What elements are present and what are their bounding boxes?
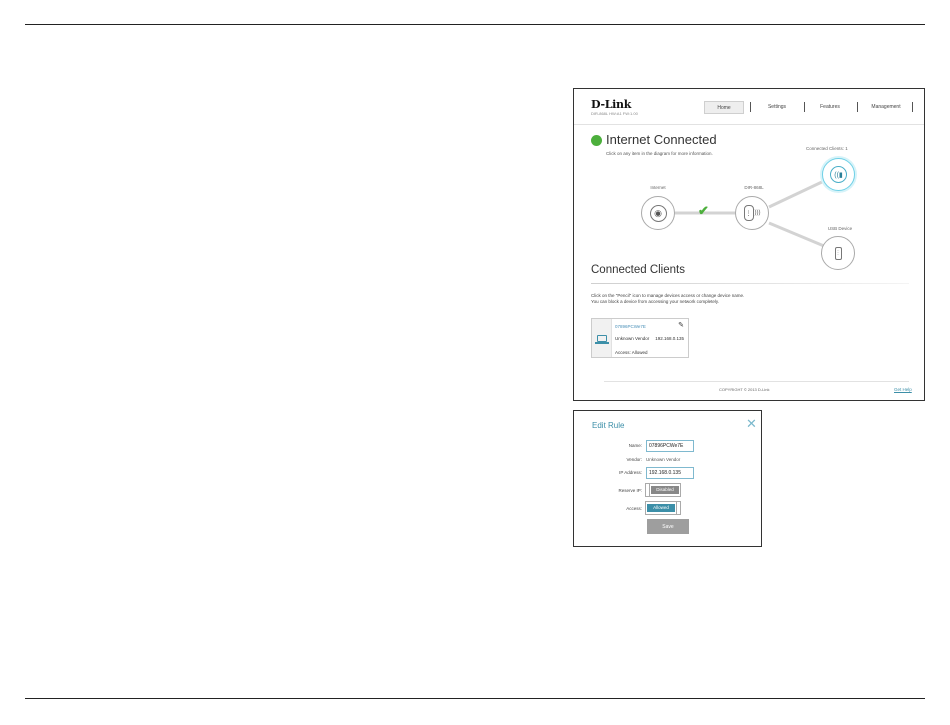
internet-node[interactable] <box>641 196 675 230</box>
client-device-icon: ((▮ <box>830 166 847 183</box>
reserve-ip-toggle[interactable] <box>645 483 681 497</box>
reserve-ip-state: Disabled <box>651 486 679 494</box>
section-divider <box>591 283 909 284</box>
save-button[interactable]: Save <box>647 519 689 534</box>
laptop-icon <box>597 335 607 342</box>
model-info: DIR-868L HW:A1 FW:1.00 <box>591 111 638 116</box>
status-subtitle: Click on any item in the diagram for more information. <box>606 151 713 156</box>
nav-settings[interactable]: Settings <box>767 104 787 110</box>
nav-home[interactable]: Home <box>704 101 744 114</box>
connected-clients-title: Connected Clients <box>591 264 685 276</box>
nav-features[interactable]: Features <box>820 104 840 110</box>
usb-icon: ⋮ <box>835 247 842 260</box>
usb-device-node[interactable] <box>821 236 855 270</box>
name-field[interactable] <box>646 440 694 452</box>
clients-desc-line1: Click on the "Pencil" icon to manage devices access or change device name. <box>591 293 745 298</box>
globe-icon: ◉ <box>650 205 667 222</box>
copyright-text: COPYRIGHT © 2013 D-Link <box>719 387 770 392</box>
client-card <box>591 318 689 358</box>
internet-label: Internet <box>650 185 666 190</box>
reserve-ip-label: Reserve IP: <box>618 488 642 493</box>
ip-address-field[interactable] <box>646 467 694 479</box>
network-diagram-lines <box>574 89 924 269</box>
clients-desc-line2: You can block a device from accessing your network completely. <box>591 299 720 304</box>
status-title: Internet Connected <box>606 132 717 147</box>
router-node[interactable] <box>735 196 769 230</box>
vendor-label: Vendor: <box>626 457 642 462</box>
client-vendor: Unknown Vendor <box>615 336 650 341</box>
access-toggle[interactable] <box>645 501 681 515</box>
client-card-icon-area <box>592 319 612 357</box>
pencil-icon[interactable]: ✎ <box>678 322 684 329</box>
dlink-logo: D-Link <box>591 98 632 111</box>
connected-check-icon: ✔ <box>698 203 709 218</box>
client-access: Access: Allowed <box>615 350 648 355</box>
home-screenshot <box>573 88 925 401</box>
router-icon: ⋮ <box>744 205 754 221</box>
page-bottom-rule <box>25 698 925 699</box>
wifi-icon: ))) <box>754 210 761 216</box>
client-name: 07896PCWe7E <box>615 324 646 329</box>
name-label: Name: <box>628 443 642 448</box>
toggle-knob <box>646 484 650 496</box>
page-top-rule <box>25 24 925 25</box>
vendor-value: Unknown Vendor <box>646 457 681 462</box>
toggle-knob <box>676 502 680 514</box>
usb-device-label: USB Device <box>827 226 853 231</box>
connected-clients-node[interactable] <box>822 158 855 191</box>
access-state: Allowed <box>647 504 675 512</box>
nav-management[interactable]: Management <box>871 104 901 110</box>
connected-clients-label: Connected Clients: 1 <box>806 146 848 151</box>
client-ip: 192.168.0.135 <box>655 336 684 341</box>
access-label: Access: <box>626 506 642 511</box>
footer-divider <box>604 381 909 382</box>
clients-description <box>591 293 744 305</box>
ip-address-label: IP Address: <box>619 470 642 475</box>
close-icon[interactable]: ✕ <box>746 416 757 431</box>
edit-rule-title: Edit Rule <box>592 421 625 430</box>
router-label: DIR-868L <box>744 185 764 190</box>
get-help-link[interactable]: Get Help <box>894 387 912 392</box>
edit-rule-dialog <box>573 410 762 547</box>
